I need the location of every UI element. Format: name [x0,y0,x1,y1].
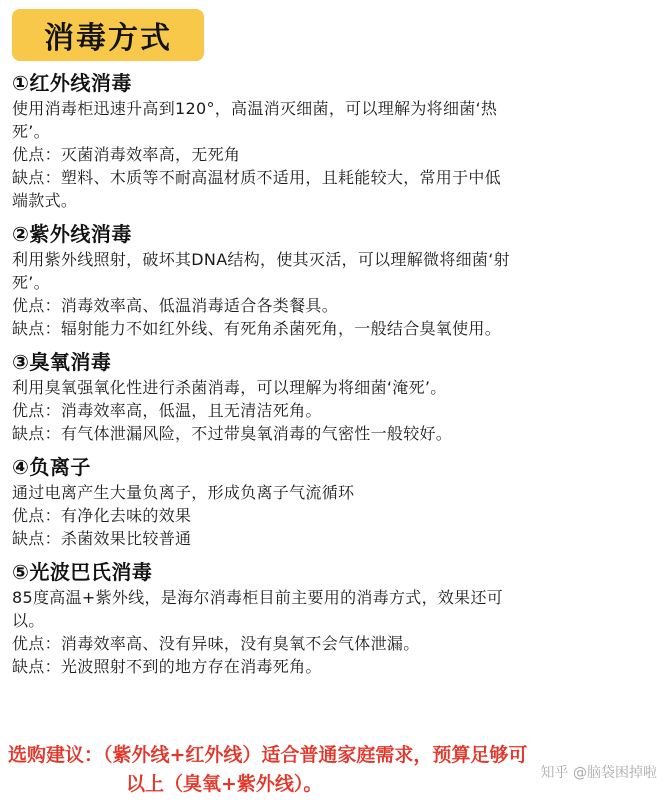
text-line: 优点：有净化去味的效果 [12,506,192,525]
section-ozone [12,349,662,445]
page-title: 消毒方式 [44,21,172,56]
section-heading: ②紫外线消毒 [12,222,132,246]
text-line: 优点：灭菌消毒效率高，无死角 [12,145,241,164]
text-line: 死’。 [12,122,50,141]
text-line: 缺点：杀菌效果比较普通 [12,529,192,548]
text-line: 优点：消毒效率高、低温消毒适合各类餐具。 [12,296,339,315]
text-line: 端款式。 [12,191,78,210]
text-line: 利用臭氧强氧化性进行杀菌消毒，可以理解为将细菌‘淹死’。 [12,378,447,397]
advice-line-2: 以上（臭氧+紫外线）。 [126,773,323,795]
text-line: 通过电离产生大量负离子，形成负离子气流循环 [12,483,355,502]
section-negative-ion [12,454,662,550]
section-heading: ④负离子 [12,455,91,479]
text-line: 利用紫外线照射，破坏其DNA结构，使其灭活，可以理解微将细菌‘射 [12,250,510,269]
section-lightwave-pasteur [12,559,662,678]
text-line: 缺点：辐射能力不如红外线、有死角杀菌死角，一般结合臭氧使用。 [12,319,502,338]
section-heading: ③臭氧消毒 [12,350,112,374]
section-heading: ①红外线消毒 [12,71,132,95]
text-line: 优点：消毒效率高、没有异味，没有臭氧不会气体泄漏。 [12,634,420,653]
text-line: 缺点：光波照射不到的地方存在消毒死角。 [12,657,322,676]
text-line: 死’。 [12,273,50,292]
text-line: 使用消毒柜迅速升高到120°，高温消灭细菌，可以理解为将细菌‘热 [12,99,498,118]
text-line: 以。 [12,611,45,630]
text-line: 85度高温+紫外线，是海尔消毒柜目前主要用的消毒方式，效果还可 [12,588,504,607]
section-infrared [12,70,662,212]
text-line: 缺点：有气体泄漏风险，不过带臭氧消毒的气密性一般较好。 [12,424,453,443]
section-heading: ⑤光波巴氏消毒 [12,560,153,584]
title-badge [12,9,204,61]
section-ultraviolet [12,221,662,340]
watermark: 知乎 @脑袋困掉啦 [540,765,657,781]
advice-line-1: 选购建议：（紫外线+红外线）适合普通家庭需求，预算足够可 [8,744,528,766]
text-line: 优点：消毒效率高，低温，且无清洁死角。 [12,401,322,420]
content-body [12,70,662,687]
text-line: 缺点：塑料、木质等不耐高温材质不适用，且耗能较大，常用于中低 [12,168,502,187]
